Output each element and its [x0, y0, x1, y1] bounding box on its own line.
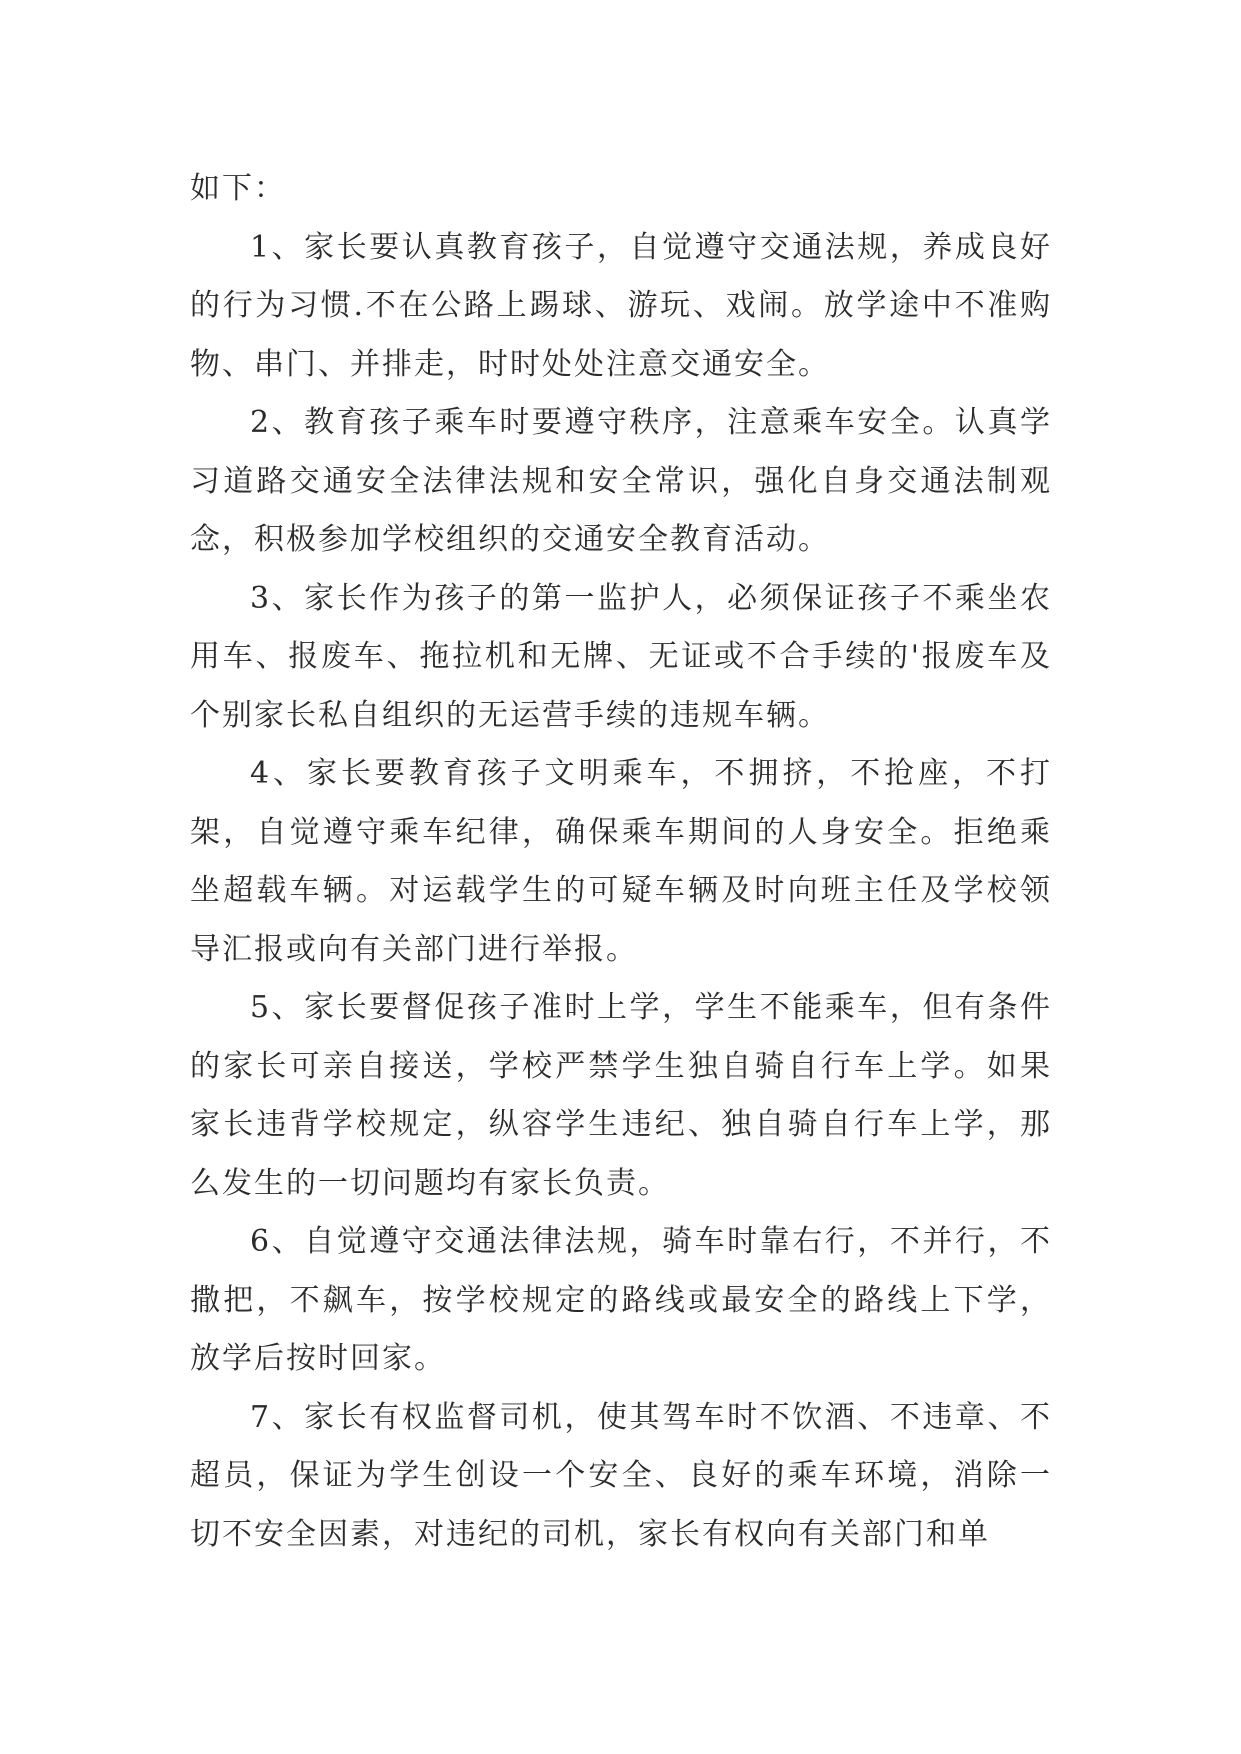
paragraph-1: 1、家长要认真教育孩子，自觉遵守交通法规，养成良好的行为习惯.不在公路上踢球、游玩、戏闹。放学途中不准购物、串门、并排走，时时处处注意交通安全。	[190, 229, 1052, 382]
document-body	[190, 160, 1052, 1564]
paragraph-5: 5、家长要督促孩子准时上学，学生不能乘车，但有条件的家长可亲自接送，学校严禁学生独自骑自行车上学。如果家长违背学校规定，纵容学生违纪、独自骑自行车上学，那么发生的一切问题均有家长负责。	[190, 990, 1052, 1201]
paragraph-2: 2、教育孩子乘车时要遵守秩序，注意乘车安全。认真学习道路交通安全法律法规和安全常识，强化自身交通法制观念，积极参加学校组织的交通安全教育活动。	[190, 405, 1052, 557]
paragraph-6: 6、自觉遵守交通法律法规，骑车时靠右行，不并行，不撒把，不飙车，按学校规定的路线或最安全的路线上下学，放学后按时回家。	[190, 1224, 1052, 1376]
paragraph-7: 7、家长有权监督司机，使其驾车时不饮酒、不违章、不超员，保证为学生创设一个安全、良好的乘车环境，消除一切不安全因素，对违纪的司机，家长有权向有关部门和单	[190, 1399, 1052, 1552]
lead-line: 如下：	[190, 171, 286, 206]
paragraph-4: 4、家长要教育孩子文明乘车，不拥挤，不抢座，不打架，自觉遵守乘车纪律，确保乘车期间的人身安全。拒绝乘坐超载车辆。对运载学生的可疑车辆及时向班主任及学校领导汇报或向有关部门进行举报。	[190, 756, 1052, 967]
paragraph-3: 3、家长作为孩子的第一监护人，必须保证孩子不乘坐农用车、报废车、拖拉机和无牌、无证或不合手续的'报废车及个别家长私自组织的无运营手续的违规车辆。	[190, 580, 1052, 733]
